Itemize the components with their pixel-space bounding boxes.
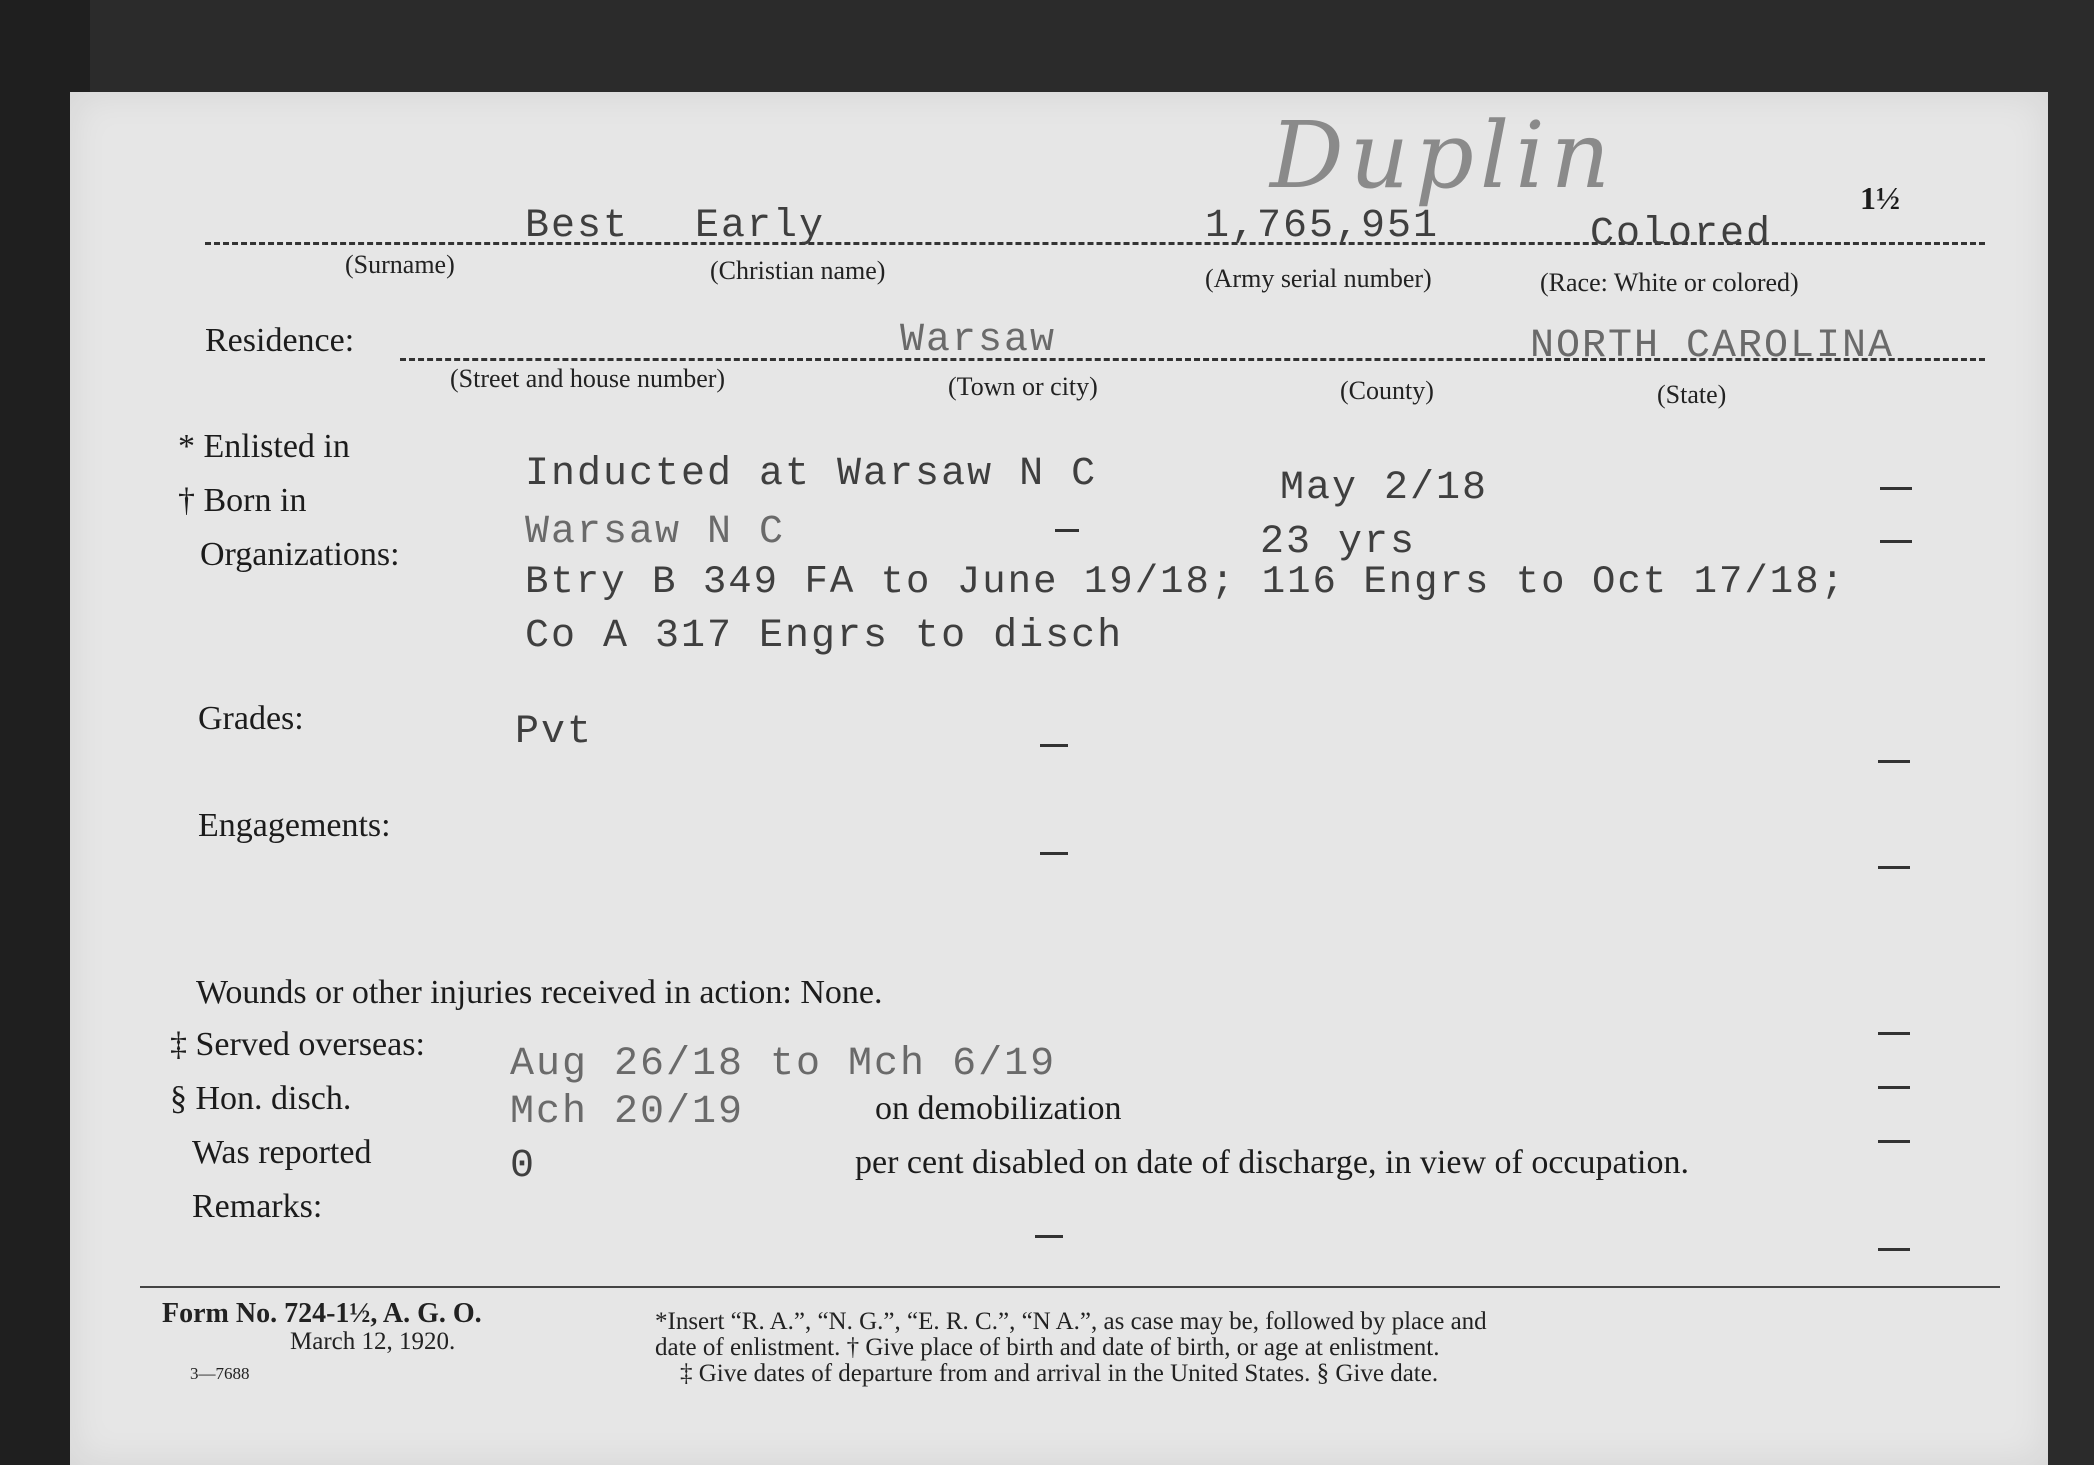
race-value: Colored	[1590, 212, 1773, 257]
residence-label: Residence:	[205, 322, 355, 359]
surname-value: Best	[525, 204, 630, 249]
footnote-insert: *Insert “R. A.”, “N. G.”, “E. R. C.”, “N A.”, as case may be, followed by place and	[655, 1308, 1487, 1335]
remarks-mid-dash	[1035, 1235, 1063, 1238]
print-code: 3—7688	[190, 1364, 250, 1383]
wounds-label: Wounds or other injuries received in action: None.	[196, 974, 883, 1011]
born-value: Warsaw N C	[525, 510, 786, 555]
footnote-overseas: ‡ Give dates of departure from and arrival in the United States. § Give date.	[680, 1360, 1439, 1387]
disability-percent-value: 0	[510, 1144, 537, 1189]
christian-name-caption: (Christian name)	[710, 256, 886, 285]
handwritten-county: Duplin	[1270, 102, 1617, 209]
engagements-mid-dash	[1040, 852, 1068, 855]
christian-name-value: Early	[695, 204, 826, 249]
remarks-dash	[1878, 1248, 1910, 1251]
hon-disch-dash	[1878, 1086, 1910, 1089]
born-label: † Born in	[178, 482, 307, 519]
footnote-born: date of enlistment. † Give place of birth and date of birth, or age at enlistment.	[655, 1334, 1440, 1361]
organizations-label: Organizations:	[200, 536, 400, 573]
grades-mid-dash	[1040, 744, 1068, 747]
residence-state-value: NORTH CAROLINA	[1530, 324, 1895, 369]
residence-town-value: Warsaw	[900, 318, 1057, 363]
race-caption: (Race: White or colored)	[1540, 268, 1799, 297]
grades-value: Pvt	[515, 710, 594, 755]
corner-number: 1½	[1860, 180, 1900, 216]
engagements-dash	[1878, 866, 1910, 869]
state-caption: (State)	[1657, 380, 1727, 409]
reported-dash	[1878, 1140, 1910, 1143]
born-dash	[1880, 540, 1912, 543]
per-cent-disabled-text: per cent disabled on date of discharge, in view of occupation.	[855, 1144, 1689, 1181]
county-caption: (County)	[1340, 376, 1434, 405]
hon-disch-label: § Hon. disch.	[170, 1080, 352, 1117]
served-overseas-label: ‡ Served overseas:	[170, 1026, 425, 1063]
enlisted-value: Inducted at Warsaw N C	[525, 452, 1098, 497]
grades-dash	[1878, 760, 1910, 763]
was-reported-label: Was reported	[192, 1134, 372, 1171]
organizations-line-1: Btry B 349 FA to June 19/18; 116 Engrs to Oct 17/18;	[525, 560, 1846, 604]
served-overseas-value: Aug 26/18 to Mch 6/19	[510, 1042, 1057, 1087]
born-age-value: 23 yrs	[1260, 520, 1417, 565]
enlisted-label: * Enlisted in	[178, 428, 350, 465]
footer-rule	[140, 1286, 2000, 1288]
street-caption: (Street and house number)	[450, 364, 726, 393]
on-demobilization-text: on demobilization	[875, 1090, 1122, 1127]
born-mid-dash	[1055, 529, 1079, 532]
form-number: Form No. 724-1½, A. G. O.	[162, 1298, 482, 1329]
organizations-line-2: Co A 317 Engrs to disch	[525, 614, 1124, 659]
engagements-label: Engagements:	[198, 807, 391, 844]
remarks-label: Remarks:	[192, 1188, 323, 1225]
enlisted-dash	[1880, 487, 1912, 490]
surname-caption: (Surname)	[345, 250, 455, 279]
grades-label: Grades:	[198, 700, 304, 737]
hon-disch-value: Mch 20/19	[510, 1090, 745, 1135]
form-date: March 12, 1920.	[290, 1328, 456, 1355]
service-record-card	[70, 92, 2048, 1465]
town-caption: (Town or city)	[948, 372, 1098, 401]
serial-value: 1,765,951	[1205, 204, 1440, 249]
serial-caption: (Army serial number)	[1205, 264, 1432, 293]
enlisted-date-value: May 2/18	[1280, 466, 1489, 511]
overseas-dash	[1878, 1032, 1910, 1035]
